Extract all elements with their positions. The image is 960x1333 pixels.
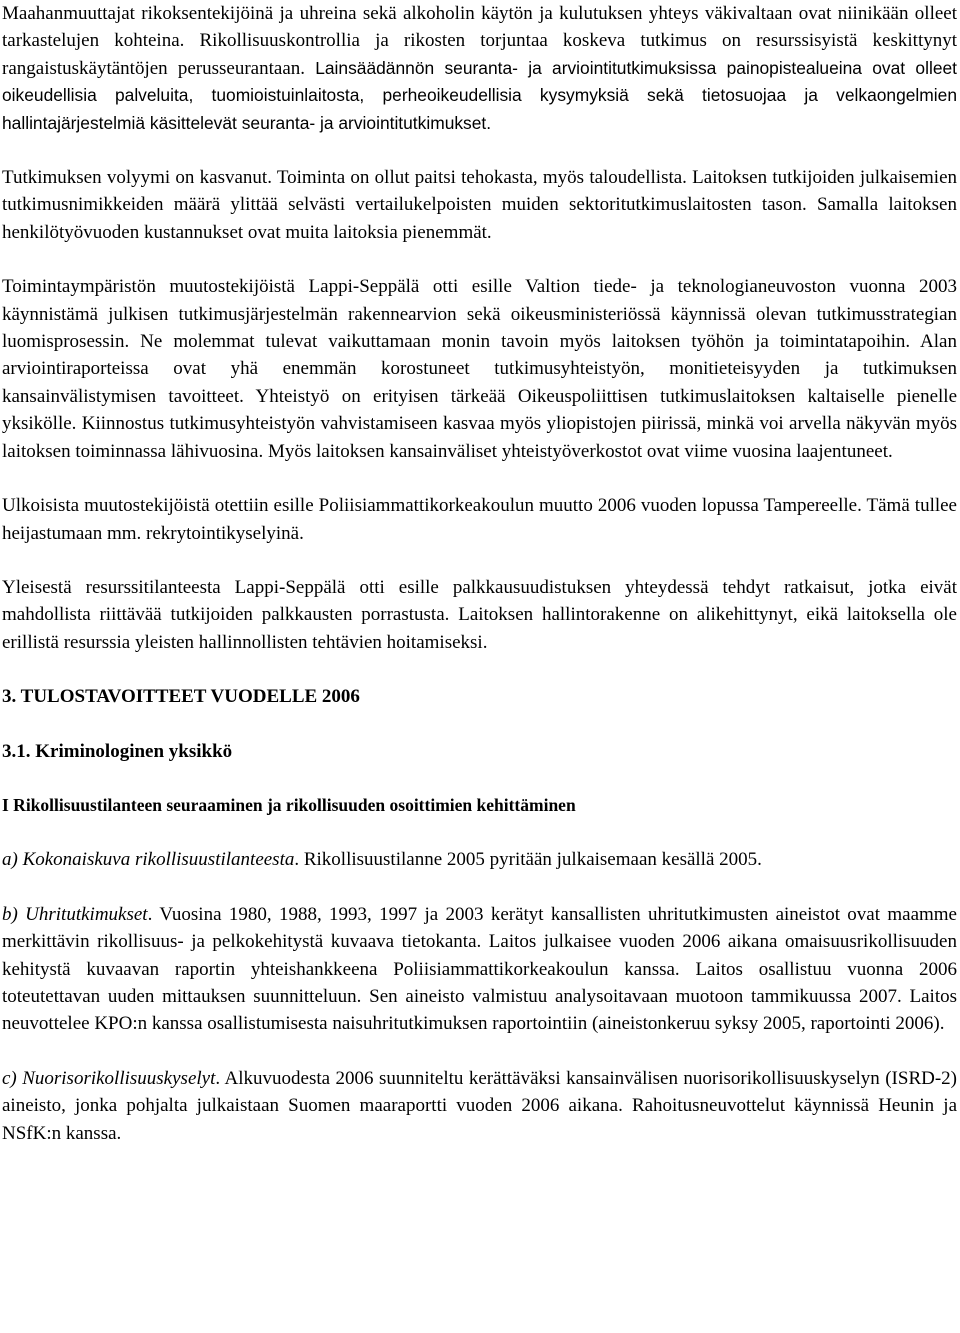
heading-subsection-I: I Rikollisuustilanteen seuraaminen ja rikollisuuden osoittimien kehittäminen bbox=[2, 794, 576, 815]
paragraph-external-factors: Ulkoisista muutostekijöistä otettiin esille Poliisiammattikorkeakoulun muutto 2006 vuoden lopussa Tampereelle. Tämä tullee heijastumaan mm. rekrytointikyselyinä. bbox=[2, 495, 957, 544]
item-b bbox=[2, 901, 957, 1038]
item-a-lead: a) Kokonaiskuva rikollisuustilanteesta bbox=[2, 849, 295, 871]
paragraph-crime-research-text: Maahanmuuttajat rikoksentekijöinä ja uhreina sekä alkoholin käytön ja kulutuksen yhteys väkivaltaan ovat niinikään olleet tarkastelujen kohteina. Rikollisuuskontrollia ja rikosten torjuntaa koskeva tutkimus on resurssisyistä keskittynyt rangaistuskäytäntöjen perusseurantaan. bbox=[2, 3, 957, 79]
paragraph-resources: Yleisestä resurssitilanteesta Lappi-Seppälä otti esille palkkausuudistuksen yhteydessä tehdyt ratkaisut, jotka eivät mahdollista riittävää tutkijoiden palkkausten porrastusta. Laitoksen hallintorakenne on alikehittynyt, eikä laitoksella ole erillistä resurssia yleisten hallinnollisten tehtävien hoitamiseksi. bbox=[2, 576, 957, 653]
paragraph-operating-environment: Toimintaympäristön muutostekijöistä Lappi-Seppälä otti esille Valtion tiede- ja teknologianeuvoston vuonna 2003 käynnistämä julkisen tutkimusjärjestelmän rakennearvion sekä oikeusministeriössä käynnissä olevan tutkimusstrategian luomisprosessin. Ne molemmat tulevat vaikuttamaan monin tavoin myös laitoksen työhön ja toimintatapoihin. Alan arviointiraporteissa ovat yhä enemmän korostuneet tutkimusyhteistyön, monitieteisyyden ja tutkimuksen kansainvälistymisen tavoitteet. Yhteistyö on erityisen tärkeää Oikeuspoliittisen tutkimuslaitoksen kaltaiselle pienelle yksikölle. Kiinnostus tutkimusyhteistyön vahvistamiseen kasvaa myös yliopistojen piirissä, minkä voi arvella näkyvän myös laitoksen toiminnassa lähivuosina. Myös laitoksen kansainväliset yhteistyöverkostot ovat viime vuosina laajentuneet. bbox=[2, 276, 957, 462]
item-c-lead: c) Nuorisorikollisuuskyselyt bbox=[2, 1067, 216, 1089]
item-b-lead: b) Uhritutkimukset bbox=[2, 903, 148, 925]
item-a-text: . Rikollisuustilanne 2005 pyritään julkaisemaan kesällä 2005. bbox=[294, 849, 762, 871]
paragraph-research-volume: Tutkimuksen volyymi on kasvanut. Toiminta on ollut paitsi tehokasta, myös taloudellista. Laitoksen tutkijoiden julkaisemien tutkimusnimikkeiden määrä ylittää selvästi vertailukelpoisten muiden sektoritutkimuslaitosten tason. Samalla laitoksen henkilötyövuoden kustannukset ovat muita laitoksia pienemmät. bbox=[2, 167, 957, 243]
heading-section-3-1: 3.1. Kriminologinen yksikkö bbox=[2, 740, 233, 762]
item-b-text: . Vuosina 1980, 1988, 1993, 1997 ja 2003 kerätyt kansallisten uhritutkimusten aineistot ovat maamme merkittävin rikollisuus- ja pelkokehitystä kuvaava tietokanta. Laitos julkaisee vuoden 2006 aikana omaisuusrikollisuuden kehitystä kuvaavan raportin yhteishankkeena Poliisiammattikorkeakoulun kanssa. Laitos osallistuu vuonna 2006 toteutettavan uuden mittauksen suunnitteluun. Sen aineisto valmistuu analysoitavaan muotoon tammikuussa 2007. Laitos neuvottelee KPO:n kanssa osallistumisesta naisuhritutkimuksen raportointiin (aineistonkeruu syksy 2005, raportointi 2006). bbox=[2, 903, 957, 1035]
item-c-text: . Alkuvuodesta 2006 suunniteltu kerättäväksi kansainvälisen nuorisorikollisuuskyselyn (ISRD-2) aineisto, jonka pohjalta julkaistaan Suomen maaraportti vuoden 2006 aikana. Rahoitusneuvottelut käynnissä Heunin ja NSfK:n kanssa. bbox=[2, 1067, 957, 1144]
document-page bbox=[2, 0, 957, 1147]
paragraph-crime-research bbox=[2, 0, 957, 137]
item-a bbox=[2, 846, 957, 873]
item-c bbox=[2, 1065, 957, 1147]
paragraph-legislation-text: Lainsäädännön seuranta- ja arviointitutkimuksissa painopistealueina ovat olleet oikeudellisia palveluita, tuomioistuinlaitosta, perheoikeudellisia kysymyksiä sekä tietosuojaa ja velkaongelmien hallintajärjestelmiä käsittelevät seuranta- ja arviointitutkimukset. bbox=[2, 57, 957, 133]
heading-section-3: 3. TULOSTAVOITTEET VUODELLE 2006 bbox=[2, 686, 360, 708]
